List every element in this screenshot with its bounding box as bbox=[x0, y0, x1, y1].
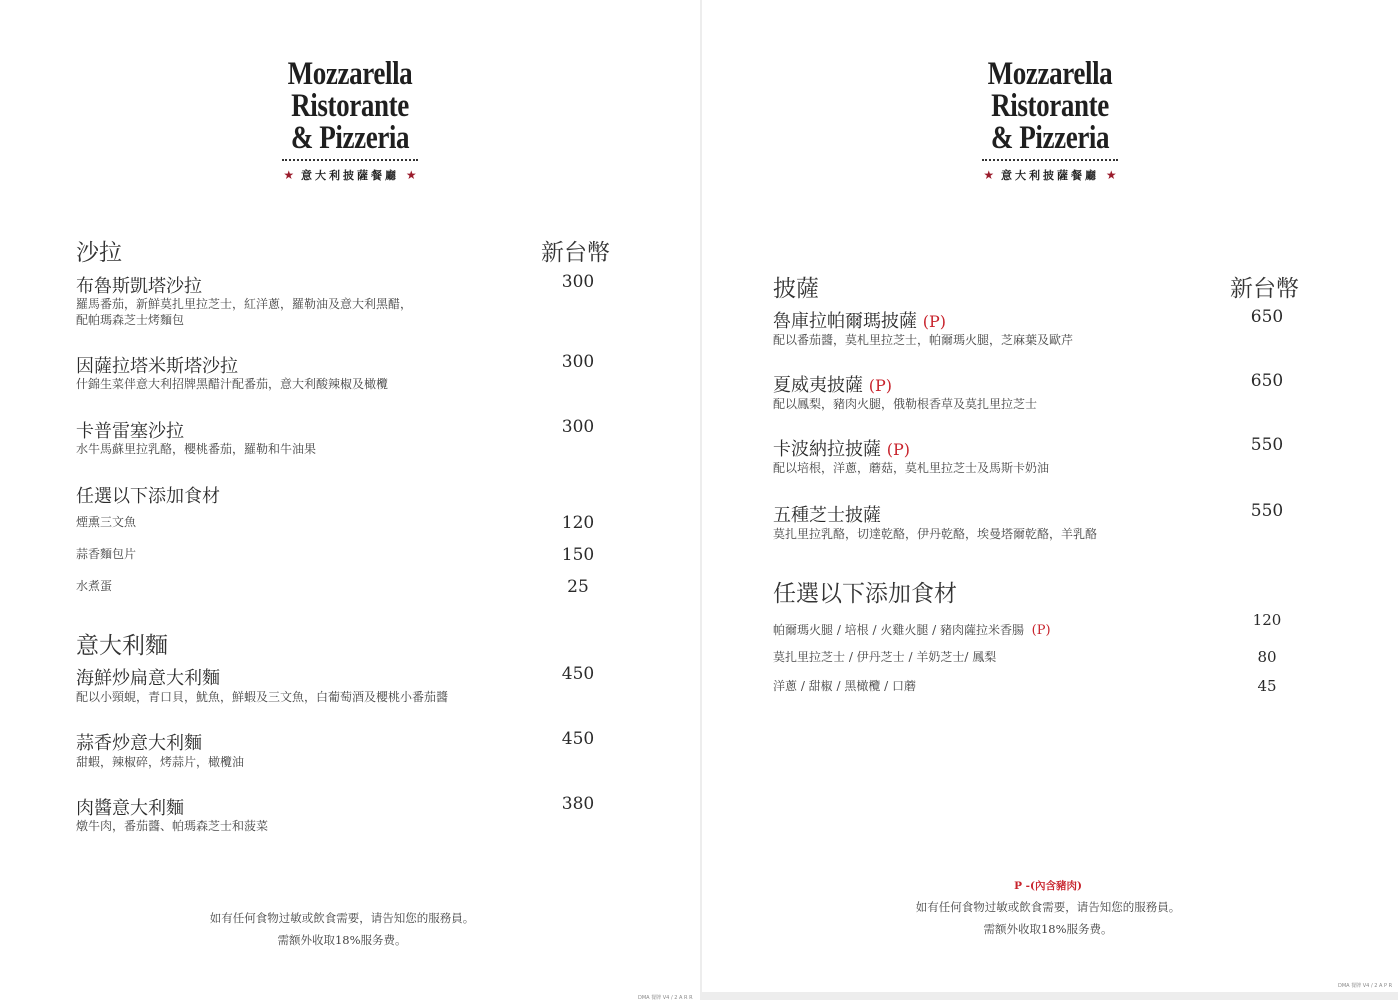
logo-subtitle: ★ 意大利披薩餐廳 ★ bbox=[283, 168, 417, 182]
addon-name: 帕爾瑪火腿 / 培根 / 火雞火腿 / 豬肉薩拉米香腸 (P) bbox=[773, 623, 1051, 638]
menu-item-description: 配以番茄醬，莫札里拉芝士，帕爾瑪火腿，芝麻葉及歐芹 bbox=[773, 333, 1074, 347]
menu-item-price: 550 bbox=[1250, 501, 1284, 521]
menu-item-price: 380 bbox=[561, 794, 595, 814]
menu-item-description: 甜蝦，辣椒碎，烤蒜片，橄欖油 bbox=[76, 755, 245, 769]
logo-line-3: & Pizzeria bbox=[990, 120, 1110, 156]
pasta-section-title: 意大利麵 bbox=[76, 633, 168, 659]
currency-label: 新台幣 bbox=[1230, 276, 1299, 302]
logo-dotted-divider bbox=[982, 159, 1118, 161]
menu-item-description: 什錦生菜伴意大利招牌黑醋汁配番茄，意大利酸辣椒及橄欖 bbox=[76, 377, 389, 391]
print-code: DMA 餐牌 V4 / 2 A R R bbox=[638, 995, 693, 1000]
logo-line-1: Mozzarella bbox=[987, 56, 1113, 92]
addon-name: 蒜香麵包片 bbox=[76, 547, 137, 561]
menu-item-price: 550 bbox=[1250, 435, 1284, 455]
addon-price: 120 bbox=[1252, 611, 1282, 629]
logo-line-2: Ristorante bbox=[991, 88, 1109, 124]
restaurant-logo bbox=[702, 58, 1398, 183]
star-icon: ★ bbox=[983, 168, 995, 182]
menu-item-price: 300 bbox=[561, 352, 595, 372]
addon-price: 25 bbox=[567, 577, 589, 597]
pork-legend: P -(內含豬肉) bbox=[1014, 880, 1082, 892]
service-charge-note: 需额外收取18%服务费。 bbox=[277, 933, 407, 947]
star-icon: ★ bbox=[283, 168, 295, 182]
addon-price: 80 bbox=[1257, 648, 1277, 666]
menu-item-name: 海鮮炒扁意大利麵 bbox=[76, 668, 220, 689]
menu-item-price: 650 bbox=[1250, 371, 1284, 391]
pizza-section-title: 披薩 bbox=[773, 276, 819, 302]
restaurant-logo bbox=[0, 58, 700, 183]
logo-dotted-divider bbox=[282, 159, 418, 161]
menu-item-name: 夏威夷披薩 (P) bbox=[773, 375, 892, 396]
pork-tag: (P) bbox=[868, 376, 892, 395]
menu-item-description: 水牛馬蘇里拉乳酪，櫻桃番茄，羅勒和牛油果 bbox=[76, 442, 317, 456]
menu-item-price: 300 bbox=[561, 272, 595, 292]
pork-tag: (P) bbox=[1031, 623, 1051, 638]
addon-price: 120 bbox=[561, 513, 595, 533]
currency-label: 新台幣 bbox=[541, 240, 610, 266]
menu-item-description: 羅馬番茄，新鮮莫扎里拉芝士，紅洋蔥，羅勒油及意大利黑醋， bbox=[76, 297, 413, 311]
salad-section-title: 沙拉 bbox=[76, 240, 122, 266]
logo-line-1: Mozzarella bbox=[287, 56, 413, 92]
menu-item-name: 肉醬意大利麵 bbox=[76, 798, 184, 819]
pork-tag: (P) bbox=[922, 312, 946, 331]
addon-name: 水煮蛋 bbox=[76, 579, 113, 593]
menu-item-description: 配以鳳梨，豬肉火腿，俄勒根香草及莫扎里拉芝士 bbox=[773, 397, 1038, 411]
menu-item-price: 450 bbox=[561, 729, 595, 749]
menu-item-name: 五種芝士披薩 bbox=[773, 505, 881, 526]
star-icon: ★ bbox=[405, 168, 417, 182]
menu-item-price: 650 bbox=[1250, 307, 1284, 327]
logo-subtitle: ★ 意大利披薩餐廳 ★ bbox=[983, 168, 1117, 182]
logo-line-2: Ristorante bbox=[291, 88, 409, 124]
menu-item-description: 配以培根，洋蔥，蘑菇，莫札里拉芝士及馬斯卡奶油 bbox=[773, 461, 1050, 475]
menu-item-description: 配以小頸蜆，青口貝，魷魚，鮮蝦及三文魚，白葡萄酒及櫻桃小番茄醬 bbox=[76, 690, 449, 704]
menu-page-right bbox=[702, 0, 1398, 992]
menu-item-description: 配帕瑪森芝士烤麵包 bbox=[76, 313, 185, 327]
menu-item-name: 因薩拉塔米斯塔沙拉 bbox=[76, 356, 238, 377]
addons-title: 任選以下添加食材 bbox=[76, 486, 220, 507]
menu-item-name: 卡波納拉披薩 (P) bbox=[773, 439, 910, 460]
star-icon: ★ bbox=[1105, 168, 1117, 182]
pork-tag: (P) bbox=[886, 440, 910, 459]
menu-item-name: 卡普雷塞沙拉 bbox=[76, 421, 184, 442]
logo-line-3: & Pizzeria bbox=[290, 120, 410, 156]
addon-name: 洋蔥 / 甜椒 / 黑橄欖 / 口蘑 bbox=[773, 679, 917, 693]
menu-item-description: 莫扎里拉乳酪，切達乾酪，伊丹乾酪，埃曼塔爾乾酪，羊乳酪 bbox=[773, 527, 1098, 541]
menu-item-price: 450 bbox=[561, 664, 595, 684]
menu-item-name: 魯庫拉帕爾瑪披薩 (P) bbox=[773, 311, 946, 332]
menu-item-name: 蒜香炒意大利麵 bbox=[76, 733, 202, 754]
allergy-note: 如有任何食物过敏或飲食需要，请告知您的服務員。 bbox=[915, 900, 1181, 914]
menu-item-name: 布魯斯凱塔沙拉 bbox=[76, 276, 202, 297]
service-charge-note: 需额外收取18%服务费。 bbox=[983, 922, 1113, 936]
allergy-note: 如有任何食物过敏或飲食需要，请告知您的服務員。 bbox=[209, 911, 475, 925]
addons-title: 任選以下添加食材 bbox=[773, 581, 957, 607]
print-code: DMA 餐牌 V4 / 2 A P R bbox=[1338, 983, 1393, 989]
addon-name: 莫扎里拉芝士 / 伊丹芝士 / 羊奶芝士/ 鳳梨 bbox=[773, 650, 997, 664]
addon-name: 煙熏三文魚 bbox=[76, 515, 137, 529]
addon-price: 45 bbox=[1257, 677, 1277, 695]
menu-item-price: 300 bbox=[561, 417, 595, 437]
addon-price: 150 bbox=[561, 545, 595, 565]
menu-item-description: 燉牛肉，番茄醬、帕瑪森芝士和菠菜 bbox=[76, 819, 269, 833]
